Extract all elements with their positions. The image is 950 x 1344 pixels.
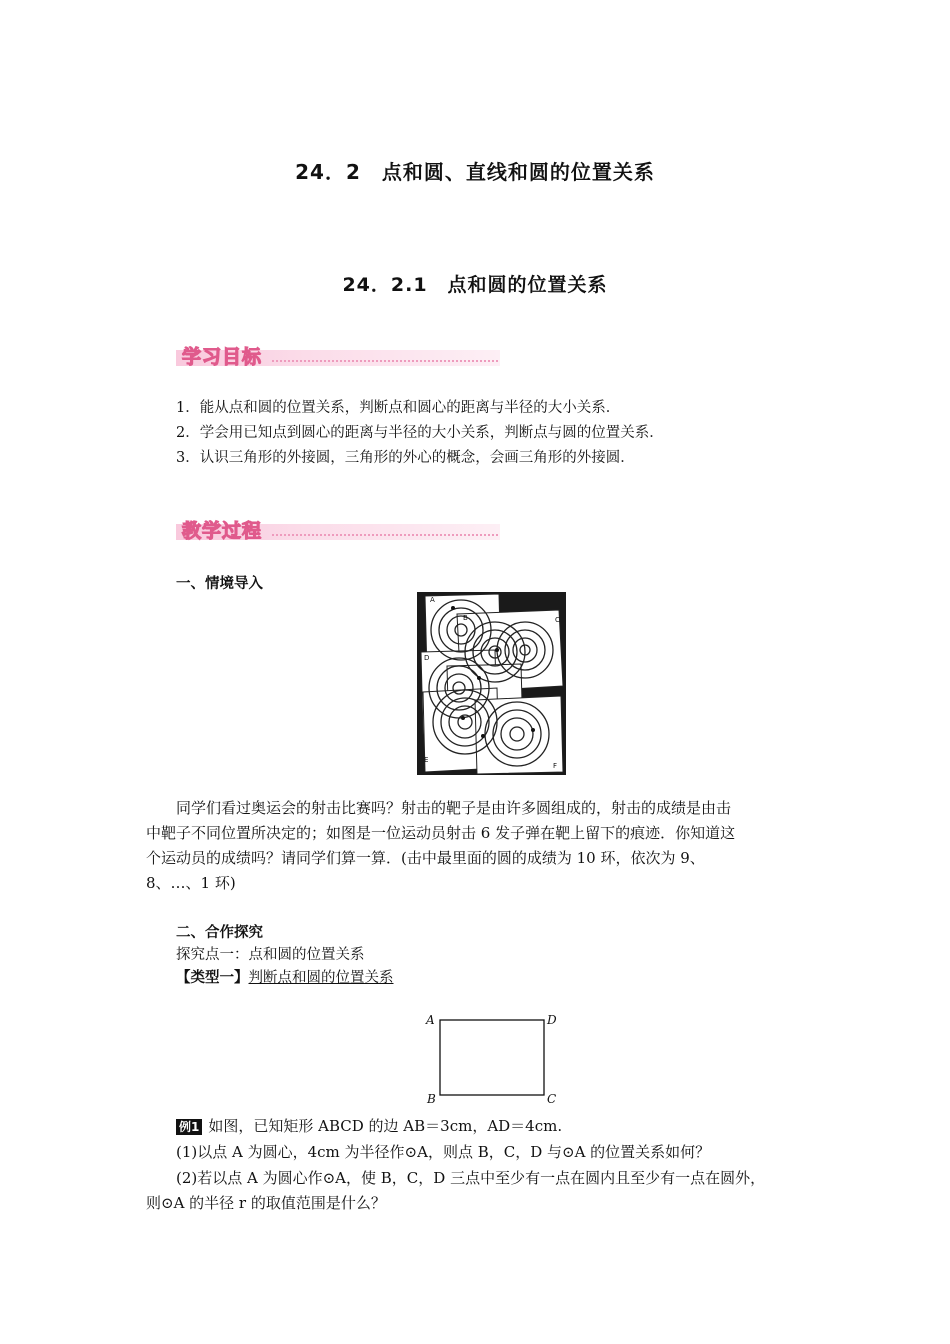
target-label: D xyxy=(424,654,430,662)
page-title: 24．2 点和圆、直线和圆的位置关系 xyxy=(295,160,655,184)
teaching-process-label: 教学过程 xyxy=(182,520,263,542)
type-heading xyxy=(176,966,394,990)
example-tag: 例1 xyxy=(176,1119,202,1135)
goal-item: 1．能从点和圆的位置关系，判断点和圆心的距离与半径的大小关系． xyxy=(176,400,621,416)
shooting-target-image xyxy=(417,592,566,775)
vertex-label-a: A xyxy=(426,1013,435,1027)
example-statement: 如图，已知矩形 ABCD 的边 AB＝3cm，AD＝4cm. xyxy=(208,1117,563,1135)
learning-goals-label: 学习目标 xyxy=(182,346,263,368)
example-question-2: (2)若以点 A 为圆心作⊙A，使 B，C，D 三点中至少有一点在圆内且至少有一点在圆外， xyxy=(176,1169,766,1187)
intro-line: 中靶子不同位置所决定的；如图是一位运动员射击 6 发子弹在靶上留下的痕迹．你知道这 xyxy=(146,824,736,842)
example-question-1: (1)以点 A 为圆心，4cm 为半径作⊙A，则点 B，C，D 与⊙A 的位置关系如何？ xyxy=(176,1143,711,1161)
goal-item: 3．认识三角形的外接圆，三角形的外心的概念，会画三角形的外接圆． xyxy=(176,450,635,466)
type-title: 判断点和圆的位置关系 xyxy=(248,970,394,986)
target-label: E xyxy=(424,756,429,764)
example-question-2-cont: 则⊙A 的半径 r 的取值范围是什么？ xyxy=(146,1194,386,1212)
teaching-process-banner xyxy=(176,516,500,544)
intro-line: 8、…、1 环) xyxy=(146,874,236,892)
target-label: C xyxy=(555,616,560,624)
rectangle-abcd-figure xyxy=(420,1010,570,1110)
learning-goals-banner xyxy=(176,342,500,370)
explore-point: 探究点一：点和圆的位置关系 xyxy=(176,947,365,963)
intro-line: 同学们看过奥运会的射击比赛吗？射击的靶子是由许多圆组成的，射击的成绩是由击 xyxy=(176,799,732,817)
goal-item: 2．学会用已知点到圆心的距离与半径的大小关系，判断点与圆的位置关系． xyxy=(176,425,664,441)
vertex-label-d: D xyxy=(547,1013,557,1027)
example-line xyxy=(176,1114,562,1138)
section-heading-intro: 一、情境导入 xyxy=(176,576,263,592)
intro-line: 个运动员的成绩吗？请同学们算一算．(击中最里面的圆的成绩为 10 环，依次为 9、 xyxy=(146,849,705,867)
target-label: A xyxy=(430,596,435,604)
vertex-label-c: C xyxy=(547,1092,557,1106)
type-tag: 【类型一】 xyxy=(176,970,249,986)
section-heading-explore: 二、合作探究 xyxy=(176,925,263,941)
target-label: F xyxy=(553,762,558,770)
vertex-label-b: B xyxy=(427,1092,436,1106)
target-label: B xyxy=(463,614,468,622)
intro-paragraph xyxy=(146,796,818,896)
section-subtitle: 24．2.1 点和圆的位置关系 xyxy=(342,274,608,296)
